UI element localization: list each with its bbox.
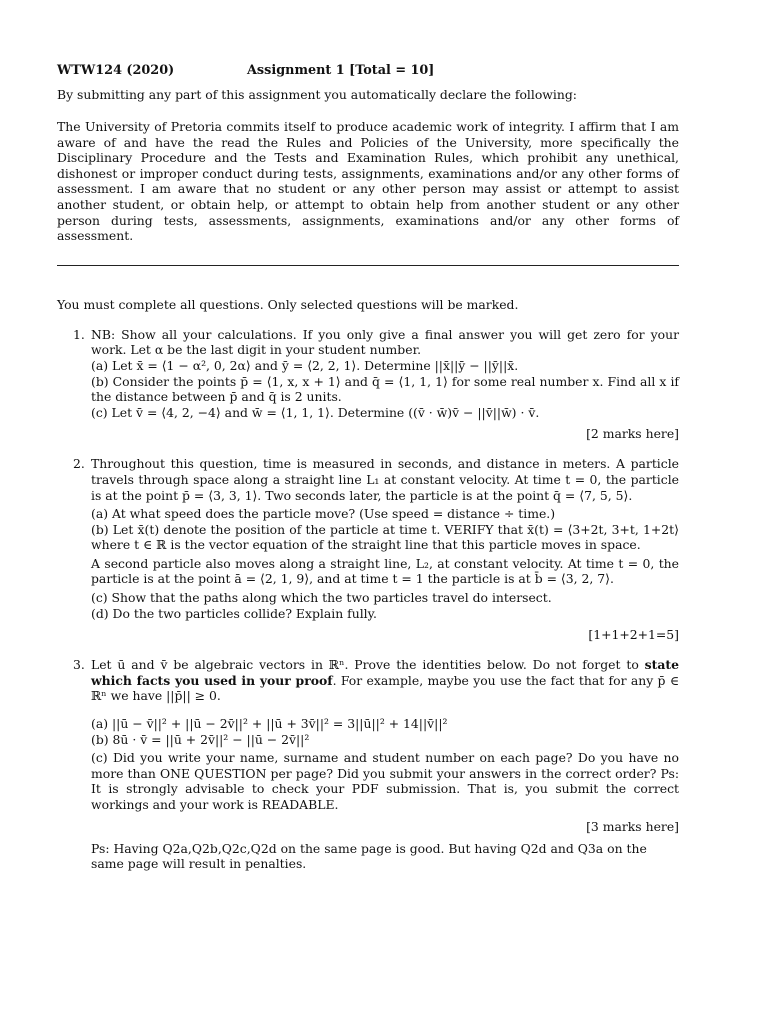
question-list <box>57 327 679 872</box>
question-number: 2. <box>73 456 85 472</box>
question-2b: (b) Let x̄(t) denote the position of the particle at time t. VERIFY that x̄(t) = ⟨3+2t, 3+t, 1+2t⟩ where t ∈ ℝ is the vector equation of the straight line that this particle moves in space. <box>91 521 679 553</box>
question-2c: (c) Show that the paths along which the two particles travel do intersect. <box>91 590 552 606</box>
question-3c: (c) Did you write your name, surname and student number on each page? Do you have no more than ONE QUESTION per page? Did you submit your answers in the correct order? Ps: It is strongly advisable to check your PDF submission. That is, you submit the correct workings and your work is READABLE. <box>91 750 679 812</box>
question-2-intro: Throughout this question, time is measured in seconds, and distance in meters. A particle travels through space along a straight line L₁ at constant velocity. At time t = 0, the particle is at the point p̄ = ⟨3, 3, 1⟩. Two seconds later, the particle is at the point q̄ = ⟨7, 5, 5⟩. <box>91 456 679 503</box>
course-code: WTW124 (2020) <box>57 63 175 78</box>
question-3-intro <box>91 657 679 704</box>
question-3-intro-start: Let ū and v̄ be algebraic vectors in ℝⁿ. Prove the identities below. Do not forget to <box>91 657 645 673</box>
question-number: 1. <box>73 326 85 342</box>
question-3 <box>57 657 679 872</box>
question-1 <box>57 327 679 443</box>
question-2 <box>57 456 679 643</box>
question-2a: (a) At what speed does the particle move? (Use speed = distance ÷ time.) <box>91 506 556 522</box>
question-3-intro-emphasis: state which facts you used in your proof <box>91 657 679 688</box>
question-3a: (a) ||ū − v̄||² + ||ū − 2v̄||² + ||ū + 3v̄||² = 3||ū||² + 14||v̄||² <box>91 716 448 732</box>
penalty-note: Ps: Having Q2a,Q2b,Q2c,Q2d on the same page is good. But having Q2d and Q3a on the same page will result in penalties. <box>91 840 647 872</box>
question-2d: (d) Do the two particles collide? Explain fully. <box>91 605 377 621</box>
integrity-declaration: The University of Pretoria commits itself to produce academic work of integrity. I affirm that I am aware of and have the read the Rules and Policies of the University, more specifically the Disciplinary Procedure and the Tests and Examination Rules, which prohibit any unethical, dishonest or improper conduct during tests, assignments, examinations and/or any other forms of assessment. I am aware that no student or any other person may assist or attempt to assist another student, or obtain help, or attempt to obtain help from another student or any other person during tests, assessments, assignments, examinations and/or any other forms of assessment. <box>57 119 679 244</box>
question-1-intro: NB: Show all your calculations. If you only give a final answer you will get zero for your work. Let α be the last digit in your student number. <box>91 326 679 358</box>
question-1c: (c) Let v̄ = ⟨4, 2, −4⟩ and w̄ = ⟨1, 1, 1⟩. Determine ((v̄ · w̄)v̄ − ||v̄||w̄) · v̄. <box>91 404 540 420</box>
question-1-marks: [2 marks here] <box>586 426 679 442</box>
divider <box>57 265 679 266</box>
question-1b: (b) Consider the points p̄ = ⟨1, x, x + 1⟩ and q̄ = ⟨1, 1, 1⟩ for some real number x. Find all x if the distance between p̄ and q̄ is 2 units. <box>91 373 679 405</box>
assignment-title: Assignment 1 [Total = 10] <box>247 63 435 78</box>
question-3-intro-end: . For example, maybe you use the fact that for any p̄ ∈ ℝⁿ we have ||p̄|| ≥ 0. <box>91 672 679 704</box>
declaration-intro: By submitting any part of this assignment you automatically declare the following: <box>57 87 577 102</box>
question-2-second-particle: A second particle also moves along a straight line, L₂, at constant velocity. At time t = 0, the particle is at the point ā = ⟨2, 1, 9⟩, and at time t = 1 the particle is at b̄ = ⟨3, 2, 7⟩. <box>91 555 679 587</box>
page-header <box>57 63 679 81</box>
instructions: You must complete all questions. Only selected questions will be marked. <box>57 296 519 312</box>
assignment-page <box>57 63 679 872</box>
question-1a: (a) Let x̄ = ⟨1 − α², 0, 2α⟩ and ȳ = ⟨2, 2, 1⟩. Determine ||x̄||ȳ − ||ȳ||x̄. <box>91 357 519 373</box>
question-3-marks: [3 marks here] <box>586 818 679 834</box>
question-number: 3. <box>73 657 85 673</box>
question-3b: (b) 8ū · v̄ = ||ū + 2v̄||² − ||ū − 2v̄||² <box>91 731 310 747</box>
question-2-marks: [1+1+2+1=5] <box>588 627 679 643</box>
